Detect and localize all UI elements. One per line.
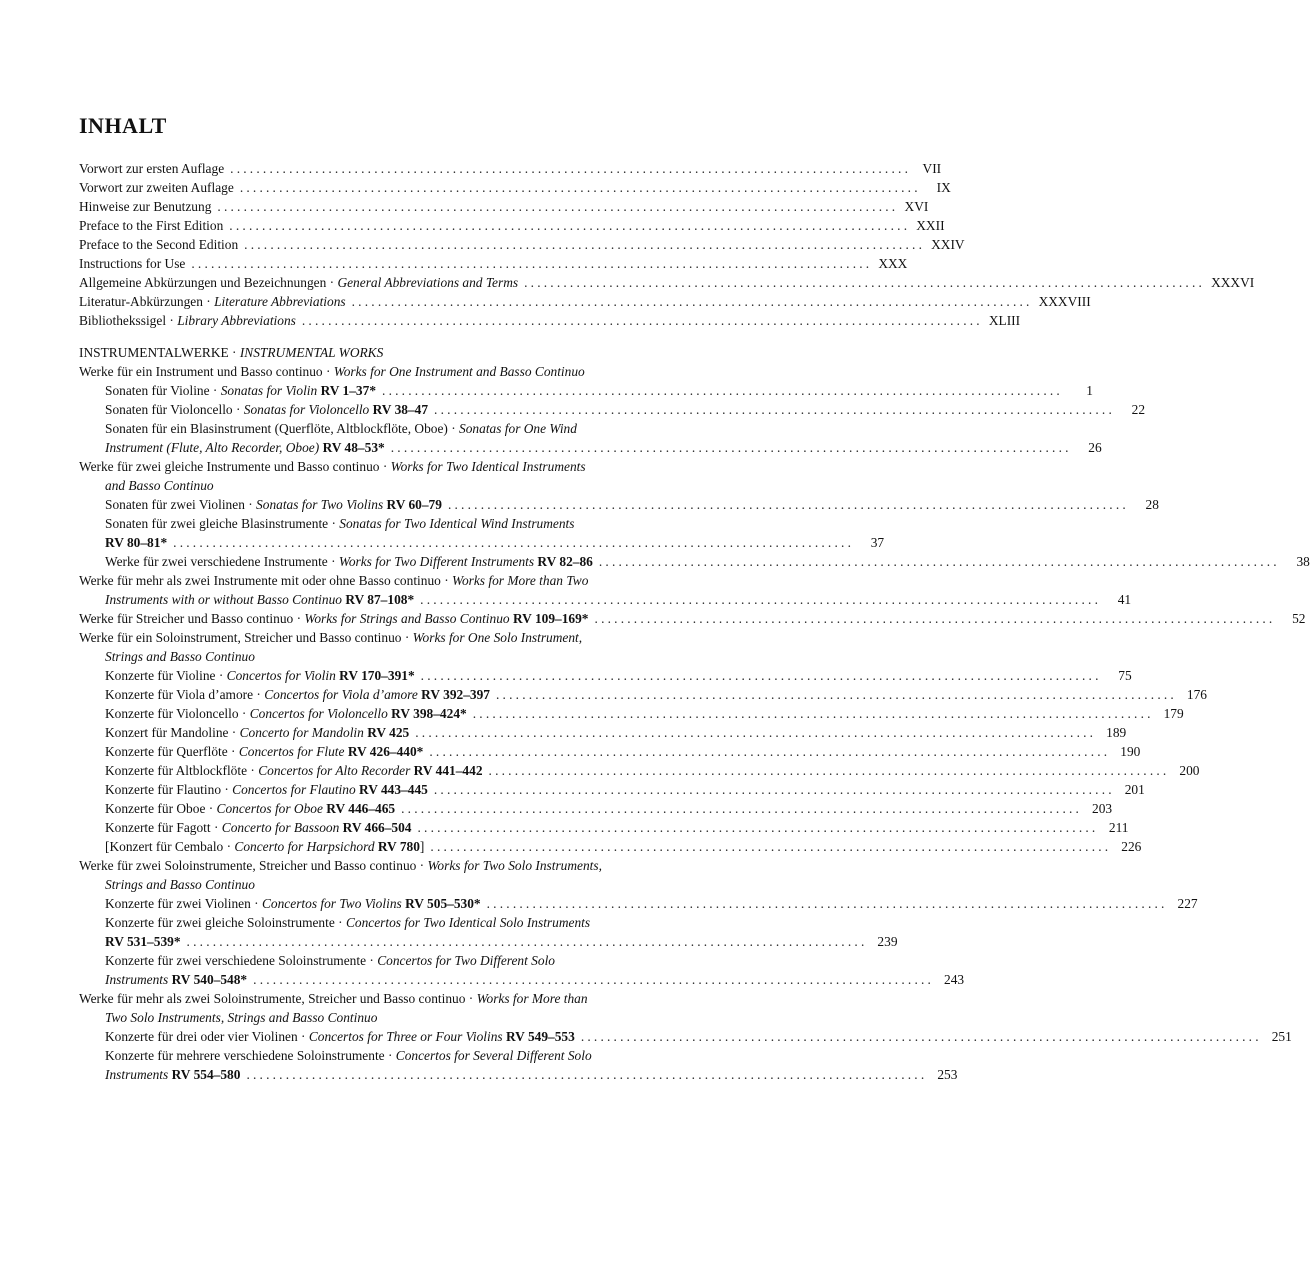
toc-entry-front[interactable] [79,273,1255,292]
rv-range: RV 466–504 [342,820,412,835]
entry-label: Preface to the Second Edition [79,237,239,252]
page-number: 203 [1092,801,1113,816]
dot-leader: ........................................................................................................ [417,820,1099,835]
dot-leader: ........................................................................................................ [496,687,1177,702]
entry-label-en-cont: Instrument (Flute, Alto Recorder, Oboe) [105,440,323,455]
entry-label-en: Concertos for Alto Recorder [258,763,414,778]
toc-entry-front[interactable] [79,311,1021,330]
toc-group-heading[interactable] [79,457,821,495]
page-number: XXX [878,256,908,271]
entry-label: Konzerte für Violine · [105,668,227,683]
toc-entry[interactable] [105,381,1093,400]
entry-label-en-cont: Instruments [105,1067,172,1082]
page-number: XXII [916,218,945,233]
rv-range: RV 443–445 [359,782,428,797]
toc-entry[interactable] [105,552,1310,571]
entry-label-en: Works for Two Solo Instruments, [427,858,602,873]
entry-label-en: Concertos for Viola d’amore [264,687,422,702]
page-number: 22 [1131,402,1146,417]
page-number: 239 [877,934,898,949]
toc-entry-front[interactable] [79,292,1091,311]
entry-label: Sonaten für Violine · [105,383,221,398]
rv-range: RV 38–47 [372,402,429,417]
page-number: 26 [1088,440,1102,455]
toc-entry[interactable] [105,1027,1292,1046]
page-number: 226 [1121,839,1142,854]
entry-label-en: Sonatas for One Wind [459,421,577,436]
entry-label-en: Sonatas for Two Violins [256,497,387,512]
entry-label-en: Literature Abbreviations [214,294,346,309]
entry-label-en-cont: Strings and Basso Continuo [105,649,255,664]
dot-leader: ........................................................................................................ [382,383,1063,398]
entry-label-en: Concertos for Several Different Solo [395,1048,592,1063]
rv-range: RV 60–79 [386,497,442,512]
page-number: 190 [1120,744,1141,759]
toc-entry[interactable] [105,742,1141,761]
toc-entry[interactable] [79,571,1132,609]
rv-range: RV 82–86 [537,554,593,569]
page-number: 1 [1086,383,1093,398]
dot-leader: ........................................................................................................ [434,402,1116,417]
rv-range: RV 531–539* [105,934,181,949]
toc-entry[interactable] [105,704,1184,723]
rv-range: RV 425 [367,725,410,740]
dot-leader: ........................................................................................................ [246,1067,928,1082]
dot-leader: ........................................................................................................ [488,763,1170,778]
entry-label: Werke für mehr als zwei Soloinstrumente, Streicher und Basso continuo · [79,991,477,1006]
dot-leader: ........................................................................................................ [186,934,868,949]
rv-range: RV 392–397 [421,687,490,702]
entry-label: Konzerte für Violoncello · [105,706,250,721]
entry-label: Konzerte für drei oder vier Violinen · [105,1029,309,1044]
toc-entry[interactable] [105,894,1198,913]
page-number: XXXVI [1211,275,1255,290]
dot-leader: ........................................................................................................ [253,972,935,987]
dot-leader: ........................................................................................................ [420,668,1102,683]
page-number: 243 [944,972,965,987]
rv-range: RV 426–440* [347,744,424,759]
entry-label-en: Concertos for Two Different Solo [377,953,555,968]
dot-leader: ........................................................................................................ [429,744,1111,759]
dot-leader: ........................................................................................................ [390,440,1072,455]
dot-leader: ........................................................................................................ [524,275,1206,290]
toc-entry[interactable] [105,761,1200,780]
entry-label: Konzerte für zwei verschiedene Soloinstrumente · [105,953,378,968]
entry-label: Werke für zwei Soloinstrumente, Streicher und Basso continuo · [79,858,428,873]
page-number: 52 [1292,611,1306,626]
entry-label: Konzert für Mandoline · [105,725,240,740]
toc-entry[interactable] [105,495,1159,514]
toc-entry-front[interactable] [79,216,945,235]
rv-range: RV 505–530* [405,896,481,911]
entry-label-en-cont: Instruments [105,972,172,987]
entry-label-en: Concertos for Violoncello [249,706,392,721]
entry-label-en: Concerto for Harpsichord [234,839,378,854]
dot-leader: ........................................................................................................ [594,611,1276,626]
dot-leader: ........................................................................................................ [217,199,899,214]
rv-range: RV 1–37* [320,383,377,398]
entry-label: Werke für zwei verschiedene Instrumente · [105,554,339,569]
entry-label-en: Sonatas for Violoncello [243,402,373,417]
toc-entry[interactable] [105,419,1102,457]
entry-label: Konzerte für Querflöte · [105,744,239,759]
dot-leader: ........................................................................................................ [598,554,1280,569]
entry-label: Werke für ein Instrument und Basso continuo · [79,364,334,379]
page-number: 211 [1108,820,1129,835]
entry-label-en: Sonatas for Violin [220,383,321,398]
page-number: XVI [904,199,929,214]
entry-label: Konzerte für Fagott · [105,820,222,835]
toc-entry[interactable] [105,723,1127,742]
page-number: 38 [1296,554,1310,569]
entry-label: [Konzert für Cembalo · [105,839,235,854]
entry-label-en: Works for Two Different Instruments [338,554,538,569]
section-heading-de: INSTRUMENTALWERKE · [79,345,240,360]
page-number: VII [922,161,942,176]
dot-leader: ........................................................................................................ [191,256,873,271]
entry-label: Konzerte für Oboe · [105,801,217,816]
page-title: INHALT [79,113,167,138]
page-number: 253 [937,1067,958,1082]
entry-label-en: Concertos for Two Identical Solo Instruments [345,915,591,930]
entry-label-en: Sonatas for Two Identical Wind Instruments [339,516,575,531]
entry-label-en-cont: Two Solo Instruments, Strings and Basso Continuo [105,1010,378,1025]
entry-label: Konzerte für Flautino · [105,782,233,797]
rv-range: RV 780 [377,839,420,854]
toc-entry[interactable] [79,609,1306,628]
dot-leader: ........................................................................................................ [229,218,911,233]
rv-range: RV 554–580 [171,1067,241,1082]
entry-label: Werke für zwei gleiche Instrumente und Basso continuo · [79,459,391,474]
toc-group-heading[interactable] [79,989,821,1027]
page-number: 176 [1186,687,1207,702]
dot-leader: ........................................................................................................ [244,237,926,252]
dot-leader: ........................................................................................................ [486,896,1168,911]
entry-label-en: General Abbreviations and Terms [337,275,519,290]
page-number: XLIII [988,313,1021,328]
rv-range: RV 441–442 [413,763,483,778]
rv-range: RV 48–53* [322,440,385,455]
rv-range: RV 80–81* [105,535,168,550]
page-number: 227 [1177,896,1198,911]
dot-leader: ........................................................................................................ [415,725,1097,740]
entry-label-en-cont: Strings and Basso Continuo [105,877,255,892]
entry-label: Werke für ein Soloinstrument, Streicher und Basso continuo · [79,630,413,645]
toc-group-heading[interactable] [79,856,821,894]
toc-entry-front[interactable] [79,178,951,197]
entry-label: Werke für mehr als zwei Instrumente mit oder ohne Basso continuo · [79,573,453,588]
page-number: 189 [1106,725,1127,740]
closing-bracket: ] [419,839,425,854]
entry-label-en: Concertos for Oboe [216,801,327,816]
toc-entry[interactable] [105,818,1129,837]
entry-label: Hinweise zur Benutzung [79,199,212,214]
toc-entry-front[interactable] [79,159,942,178]
entry-label-en: Concertos for Three or Four Violins [308,1029,506,1044]
page-number: 179 [1163,706,1184,721]
entry-label-en: Concertos for Violin [226,668,340,683]
dot-leader: ........................................................................................................ [301,313,983,328]
entry-label: Sonaten für Violoncello · [105,402,244,417]
entry-label: Konzerte für mehrere verschiedene Soloinstrumente · [105,1048,396,1063]
toc-entry[interactable] [105,837,1142,856]
page-number: 75 [1118,668,1132,683]
section-heading [79,343,383,362]
dot-leader: ........................................................................................................ [420,592,1102,607]
entry-label-en: Works for More than Two [452,573,589,588]
entry-label: Bibliothekssigel · [79,313,178,328]
entry-label: Sonaten für ein Blasinstrument (Querflöte, Altblockflöte, Oboe) · [105,421,460,436]
page-number: IX [936,180,951,195]
rv-range: RV 87–108* [345,592,415,607]
rv-range: RV 540–548* [171,972,248,987]
toc-entry[interactable] [105,1046,958,1084]
toc-entry-front[interactable] [79,197,929,216]
dot-leader: ........................................................................................................ [401,801,1083,816]
rv-range: RV 170–391* [339,668,415,683]
page-number: 37 [870,535,885,550]
dot-leader: ........................................................................................................ [173,535,855,550]
toc-entry[interactable] [105,780,1145,799]
entry-label: Werke für Streicher und Basso continuo · [79,611,305,626]
toc-entry-front[interactable] [79,254,908,273]
rv-range: RV 109–169* [512,611,589,626]
entry-label: Preface to the First Edition [79,218,224,233]
page-number: 201 [1124,782,1145,797]
entry-label: Vorwort zur ersten Auflage [79,161,225,176]
entry-label: Vorwort zur zweiten Auflage [79,180,234,195]
dot-leader: ........................................................................................................ [433,782,1115,797]
dot-leader: ........................................................................................................ [580,1029,1262,1044]
entry-label: Konzerte für Altblockflöte · [105,763,259,778]
entry-label-en: Concertos for Flute [238,744,348,759]
dot-leader: ........................................................................................................ [472,706,1154,721]
page-number: 41 [1117,592,1132,607]
page-number: 200 [1179,763,1200,778]
entry-label-en: Concertos for Two Violins [261,896,406,911]
page-number: XXXVIII [1038,294,1091,309]
entry-label-en: Concerto for Mandolin [239,725,368,740]
section-heading-en: INSTRUMENTAL WORKS [239,345,384,360]
dot-leader: ........................................................................................................ [430,839,1112,854]
entry-label: Konzerte für Viola d’amore · [105,687,265,702]
entry-label: Allgemeine Abkürzungen und Bezeichnungen · [79,275,338,290]
entry-label-en-cont: Instruments with or without Basso Continuo [105,592,346,607]
dot-leader: ........................................................................................................ [447,497,1129,512]
page-number: 251 [1271,1029,1292,1044]
entry-label: Instructions for Use [79,256,186,271]
toc-entry[interactable] [105,685,1207,704]
dot-leader: ........................................................................................................ [230,161,912,176]
toc-entry[interactable] [105,666,1132,685]
toc-entry[interactable] [105,913,898,951]
entry-label-en: Concertos for Flautino [232,782,360,797]
rv-range: RV 446–465 [326,801,396,816]
toc-entry[interactable] [105,514,885,552]
rv-range: RV 549–553 [505,1029,575,1044]
toc-entry[interactable] [105,400,1146,419]
dot-leader: ........................................................................................................ [351,294,1033,309]
entry-label-en: Concerto for Bassoon [221,820,343,835]
toc-group-heading[interactable] [79,628,821,666]
entry-label: Sonaten für zwei Violinen · [105,497,257,512]
rv-range: RV 398–424* [391,706,467,721]
entry-label-en: Library Abbreviations [177,313,296,328]
toc-entry[interactable] [105,799,1113,818]
entry-label-en-cont: and Basso Continuo [105,478,214,493]
entry-label-en: Works for More than [476,991,588,1006]
entry-label: Konzerte für zwei Violinen · [105,896,262,911]
toc-entry[interactable] [105,951,965,989]
page-number: 28 [1145,497,1159,512]
entry-label: Sonaten für zwei gleiche Blasinstrumente · [105,516,340,531]
entry-label: Konzerte für zwei gleiche Soloinstrumente · [105,915,346,930]
entry-label-en: Works for One Solo Instrument, [412,630,583,645]
dot-leader: ........................................................................................................ [239,180,921,195]
entry-label: Literatur-Abkürzungen · [79,294,215,309]
toc-group-heading[interactable] [79,362,821,381]
entry-label-en: Works for Two Identical Instruments [390,459,586,474]
page-number: XXIV [931,237,965,252]
toc-entry-front[interactable] [79,235,965,254]
entry-label-en: Works for One Instrument and Basso Continuo [333,364,585,379]
entry-label-en: Works for Strings and Basso Continuo [304,611,513,626]
